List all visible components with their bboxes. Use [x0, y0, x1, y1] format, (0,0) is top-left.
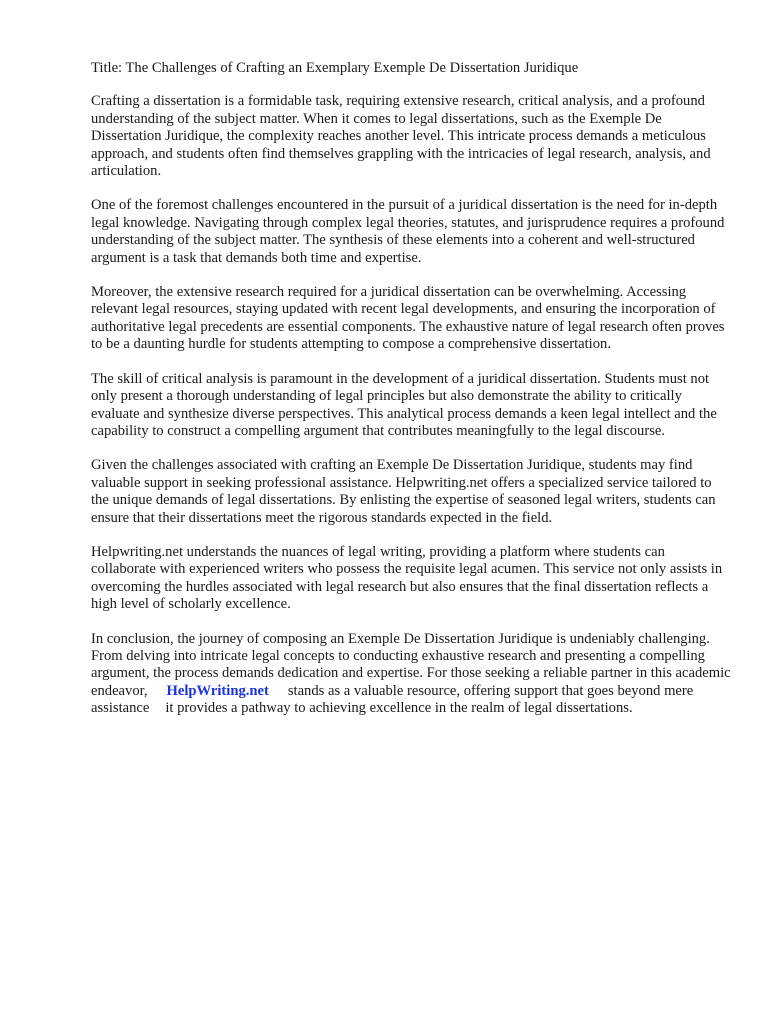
document-page [91, 60, 731, 735]
paragraph-3: Moreover, the extensive research required for a juridical dissertation can be overwhelming. Accessing relevant legal resources, staying updated with recent legal developments, and ensuring the incorporation of authoritative legal precedents are essential components. The exhaustive nature of legal research often proves to be a daunting hurdle for students attempting to compose a comprehensive dissertation. [91, 284, 725, 353]
paragraph-2: One of the foremost challenges encountered in the pursuit of a juridical dissertation is the need for in-depth legal knowledge. Navigating through complex legal theories, statutes, and jurisprudence requires a profound understanding of the subject matter. The synthesis of these elements into a coherent and well-structured argument is a task that demands both time and expertise. [91, 197, 725, 266]
conclusion-text-after-link: stands as a valuable resource, offering support that goes beyond mere assistance [91, 682, 694, 717]
paragraph-1: Crafting a dissertation is a formidable task, requiring extensive research, critical analysis, and a profound understanding of the subject matter. When it comes to legal dissertations, such as the Exemple De Dissertation Juridique, the complexity reaches another level. This intricate process demands a meticulous approach, and students often find themselves grappling with the intricacies of legal research, analysis, and articulation. [91, 93, 711, 180]
document-title: Title: The Challenges of Crafting an Exemplary Exemple De Dissertation Juridique [91, 60, 579, 76]
conclusion-text-end: it provides a pathway to achieving excellence in the realm of legal dissertations. [165, 700, 633, 717]
paragraph-6: Helpwriting.net understands the nuances of legal writing, providing a platform where students can collaborate with experienced writers who possess the requisite legal acumen. This service not only assists in overcoming the hurdles associated with legal research but also ensures that the final dissertation reflects a high level of scholarly excellence. [91, 543, 723, 613]
conclusion-text-before-link: In conclusion, the journey of composing an Exemple De Dissertation Juridique is undeniably challenging. From delving into intricate legal concepts to conducting exhaustive research and presenting a compelling argument, the process demands dedication and expertise. For those seeking a reliable partner in this academic endeavor, [91, 630, 731, 699]
paragraph-4: The skill of critical analysis is paramount in the development of a juridical dissertation. Students must not only present a thorough understanding of legal principles but also demonstrate the ability to critically evaluate and synthesize diverse perspectives. This analytical process demands a keen legal intellect and the capability to construct a compelling argument that contributes meaningfully to the legal discourse. [91, 370, 717, 439]
conclusion-paragraph [91, 631, 731, 718]
helpwriting-link[interactable]: HelpWriting.net [166, 682, 269, 699]
paragraph-5: Given the challenges associated with crafting an Exemple De Dissertation Juridique, students may find valuable support in seeking professional assistance. Helpwriting.net offers a specialized service tailored to the unique demands of legal dissertations. By enlisting the expertise of seasoned legal writers, students can ensure that their dissertations meet the rigorous standards expected in the field. [91, 457, 716, 526]
